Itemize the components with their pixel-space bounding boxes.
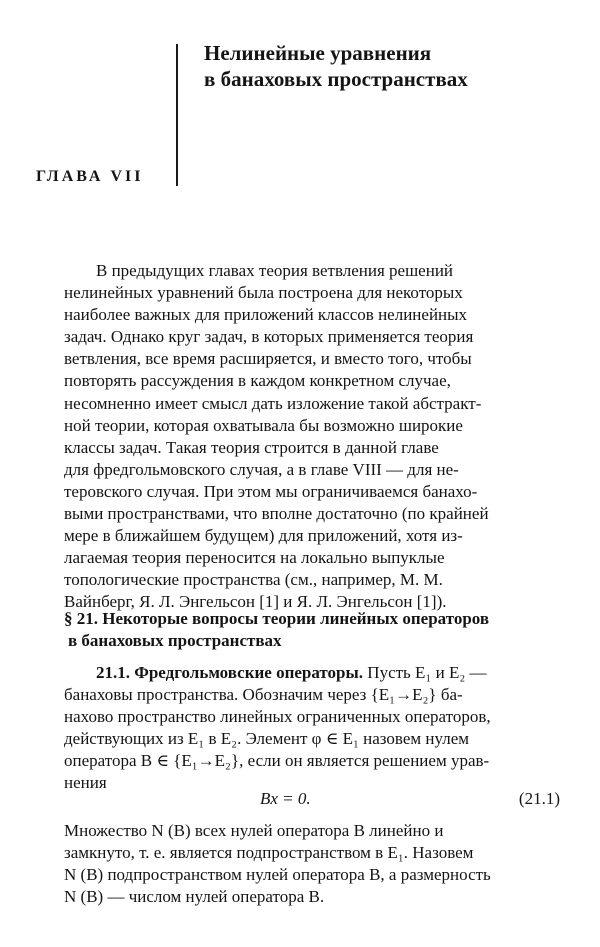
closing-line: Множество N (B) всех нулей оператора B линейно и — [64, 821, 444, 840]
section-heading — [64, 608, 560, 652]
intro-line: В предыдущих главах теория ветвления решений — [96, 261, 454, 280]
closing-line: замкнуто, т. е. является подпространством в E₁. Назовем — [64, 843, 474, 863]
closing-line: N (B) подпространством нулей оператора B, а размерность — [64, 865, 491, 885]
subsection-line: нения — [64, 773, 107, 793]
intro-paragraph — [64, 260, 560, 614]
intro-line: Вайнберг, Я. Л. Энгельсон [1] и Я. Л. Энгельсон [1]). — [64, 592, 447, 612]
intro-line: лагаемая теория переносится на локально выпуклые — [64, 548, 445, 568]
chapter-title-line-1: Нелинейные уравнения — [204, 41, 432, 65]
chapter-title-line-2: в банаховых пространствах — [204, 67, 468, 91]
section-heading-line-2: в банаховых пространствах — [68, 631, 282, 650]
intro-line: топологические пространства (см., например, М. М. — [64, 570, 443, 590]
equation-number: (21.1) — [518, 789, 560, 808]
subsection-title: 21.1. Фредгольмовские операторы. — [96, 663, 364, 682]
chapter-title — [204, 40, 584, 92]
intro-line: наиболее важных для приложений классов нелинейных — [64, 305, 468, 325]
intro-line: классы задач. Такая теория строится в данной главе — [64, 437, 439, 457]
intro-line: мере в ближайшем будущем) для приложений, хотя из- — [64, 526, 463, 546]
intro-line: для фредгольмовского случая, а в главе VIII — для не- — [64, 459, 459, 479]
equation-expression: Bx = 0. — [260, 789, 311, 808]
intro-line: нелинейных уравнений была построена для некоторых — [64, 283, 463, 303]
intro-line: ветвления, все время расширяется, и вместо того, чтобы — [64, 349, 472, 369]
intro-line: выми пространствами, что вполне достаточно (по крайней — [64, 504, 489, 524]
subsection-line: нахово пространство линейных ограниченных операторов, — [64, 707, 491, 727]
subsection-paragraph — [64, 662, 560, 795]
closing-line: N (B) — числом нулей оператора B. — [64, 887, 325, 907]
intro-line: несомненно имеет смысл дать изложение такой абстракт- — [64, 393, 482, 413]
subsection-line: оператора B ∈ {E₁→E₂}, если он является решением урав- — [64, 751, 490, 771]
intro-line: повторять рассуждения в каждом конкретном случае, — [64, 371, 451, 391]
title-divider — [176, 44, 178, 186]
subsection-first-line — [64, 662, 560, 684]
intro-line: теровского случая. При этом мы ограничиваемся банахо- — [64, 481, 478, 501]
closing-paragraph — [64, 820, 560, 908]
subsection-line: банаховы пространства. Обозначим через {E₁→E₂} ба- — [64, 685, 463, 705]
chapter-label: ГЛАВА VII — [36, 168, 144, 185]
subsection-line: Пусть E₁ и E₂ — — [363, 663, 487, 682]
section-heading-line-1: § 21. Некоторые вопросы теории линейных операторов — [64, 609, 490, 628]
equation — [64, 787, 560, 811]
intro-line: задач. Однако круг задач, в которых применяется теория — [64, 327, 474, 347]
intro-line: ной теории, которая охватывала бы возможно широкие — [64, 415, 463, 435]
subsection-line: действующих из E₁ в E₂. Элемент φ ∈ E₁ назовем нулем — [64, 729, 470, 749]
